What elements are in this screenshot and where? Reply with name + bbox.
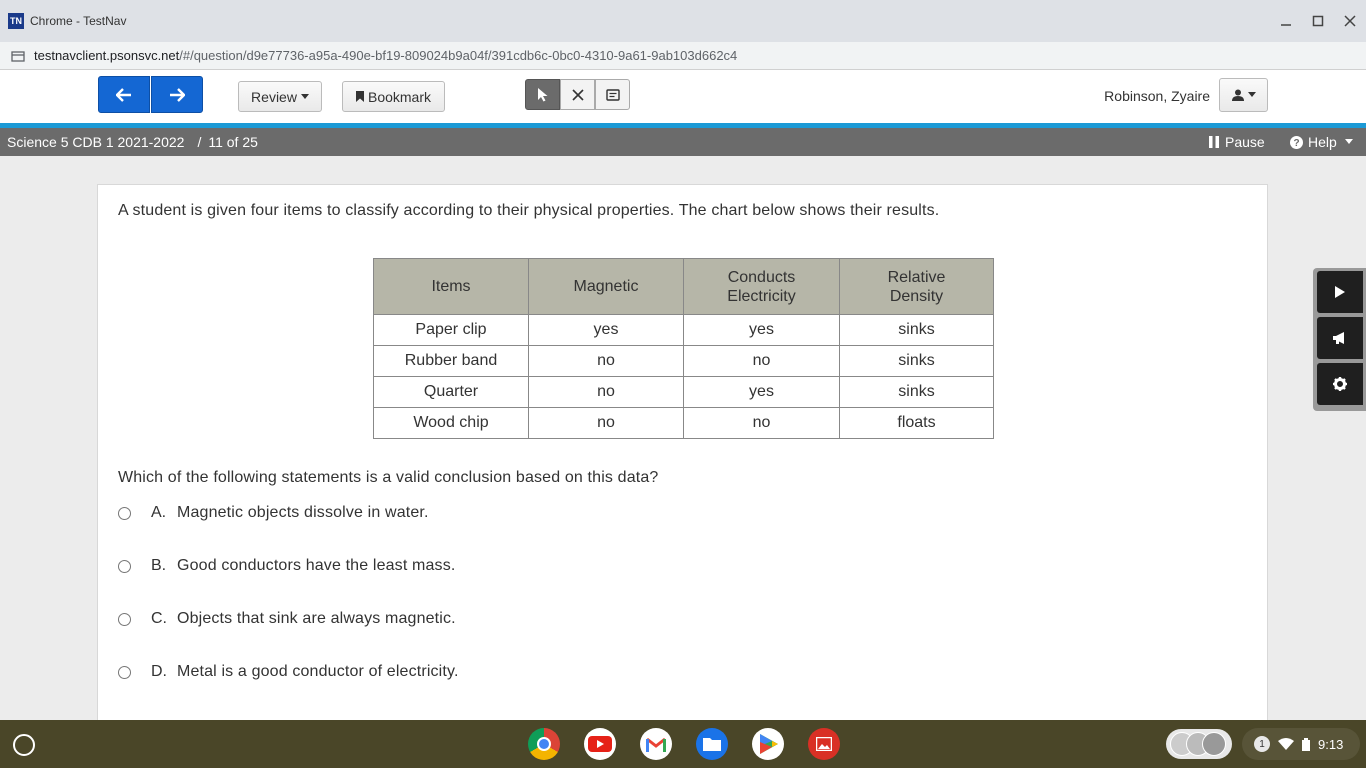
- holding-space-tray[interactable]: [1166, 729, 1232, 759]
- pause-button[interactable]: [1209, 134, 1265, 150]
- table-header: Items: [374, 259, 529, 315]
- table-header: Relative Density: [840, 259, 994, 315]
- option-text: Good conductors have the least mass.: [177, 557, 456, 574]
- pointer-tool-button[interactable]: [525, 79, 560, 110]
- progress-separator: /: [197, 134, 202, 150]
- chrome-icon[interactable]: [528, 728, 560, 760]
- window-titlebar: [0, 0, 1366, 42]
- eliminator-icon: [571, 88, 585, 102]
- notification-count[interactable]: 1: [1254, 736, 1270, 752]
- pointer-icon: [537, 87, 549, 102]
- chromeos-shelf: [0, 720, 1366, 768]
- table-cell: Wood chip: [374, 408, 529, 439]
- caret-down-icon: [301, 94, 309, 100]
- option-letter: C.: [151, 610, 167, 627]
- gear-icon: [1333, 377, 1347, 391]
- accessibility-side-panel: [1313, 268, 1366, 411]
- system-status-tray[interactable]: [1242, 728, 1360, 760]
- next-question-button[interactable]: [151, 76, 203, 113]
- test-name: Science 5 CDB 1 2021-2022: [7, 134, 185, 150]
- table-cell: Paper clip: [374, 315, 529, 346]
- url-path: /#/question/d9e77736-a95a-490e-bf19-809024b9a04f/391cdb6c-0bc0-4310-9a61-9ab103d662c4: [179, 48, 738, 63]
- minimize-icon[interactable]: [1270, 0, 1302, 42]
- answer-option-b[interactable]: [118, 554, 455, 578]
- test-info-bar: [0, 128, 1366, 156]
- maximize-icon[interactable]: [1302, 0, 1334, 42]
- arrow-left-icon: [116, 88, 132, 102]
- option-letter: D.: [151, 663, 167, 680]
- review-label: Review: [251, 88, 297, 105]
- properties-table: [373, 258, 994, 439]
- table-cell: no: [529, 408, 684, 439]
- notepad-button[interactable]: [595, 79, 630, 110]
- battery-icon: [1302, 738, 1310, 751]
- svg-text:?: ?: [1293, 137, 1300, 149]
- settings-button[interactable]: [1317, 363, 1363, 405]
- help-label: Help: [1308, 134, 1337, 150]
- table-cell: sinks: [840, 315, 994, 346]
- radio-button[interactable]: [118, 666, 131, 679]
- url-host: testnavclient.psonsvc.net: [34, 48, 180, 63]
- play-store-icon[interactable]: [752, 728, 784, 760]
- site-info-icon[interactable]: [11, 50, 25, 62]
- table-row: [374, 315, 994, 346]
- close-icon[interactable]: [1334, 0, 1366, 42]
- previous-question-button[interactable]: [98, 76, 150, 113]
- question-progress: 11 of 25: [208, 134, 258, 150]
- caret-down-icon: [1248, 92, 1256, 98]
- answer-option-a[interactable]: [118, 501, 429, 525]
- table-row: [374, 408, 994, 439]
- table-cell: no: [529, 377, 684, 408]
- announcement-button[interactable]: [1317, 317, 1363, 359]
- clock: 9:13: [1318, 736, 1344, 752]
- url-text[interactable]: [34, 48, 737, 63]
- radio-button[interactable]: [118, 507, 131, 520]
- help-button[interactable]: [1290, 134, 1353, 150]
- table-cell: yes: [684, 315, 840, 346]
- answer-option-d[interactable]: [118, 660, 459, 684]
- window-controls: [1270, 0, 1366, 42]
- user-name: Robinson, Zyaire: [1104, 88, 1210, 104]
- user-icon: [1232, 89, 1244, 101]
- question-stem: A student is given four items to classify according to their physical properties. The chart below shows their results.: [118, 202, 940, 219]
- pause-label: Pause: [1225, 134, 1265, 150]
- option-text: Magnetic objects dissolve in water.: [177, 504, 429, 521]
- caret-down-icon: [1345, 139, 1353, 145]
- testnav-logo-icon: TN: [8, 13, 24, 29]
- table-header: Magnetic: [529, 259, 684, 315]
- table-row: [374, 346, 994, 377]
- answer-eliminator-button[interactable]: [560, 79, 595, 110]
- window-title: Chrome - TestNav: [30, 14, 127, 28]
- megaphone-icon: [1332, 331, 1348, 345]
- bookmark-icon: [356, 91, 364, 102]
- bookmark-label: Bookmark: [367, 88, 432, 105]
- url-bar[interactable]: [0, 42, 1366, 70]
- gmail-icon[interactable]: [640, 728, 672, 760]
- option-letter: A.: [151, 504, 167, 521]
- question-prompt: Which of the following statements is a valid conclusion based on this data?: [118, 469, 659, 486]
- table-cell: sinks: [840, 346, 994, 377]
- table-cell: no: [684, 346, 840, 377]
- table-cell: no: [529, 346, 684, 377]
- pause-icon: [1209, 136, 1219, 148]
- arrow-right-icon: [169, 88, 185, 102]
- text-to-speech-button[interactable]: [1317, 271, 1363, 313]
- launcher-icon[interactable]: [13, 734, 35, 756]
- option-letter: B.: [151, 557, 167, 574]
- table-row: [374, 377, 994, 408]
- table-header: Conducts Electricity: [684, 259, 840, 315]
- table-cell: sinks: [840, 377, 994, 408]
- user-menu-button[interactable]: [1219, 78, 1268, 112]
- table-cell: yes: [529, 315, 684, 346]
- table-header-row: [374, 259, 994, 315]
- notepad-icon: [606, 89, 620, 101]
- youtube-icon[interactable]: [584, 728, 616, 760]
- radio-button[interactable]: [118, 613, 131, 626]
- answer-tools: [525, 79, 630, 110]
- wifi-icon: [1278, 738, 1294, 750]
- table-cell: Rubber band: [374, 346, 529, 377]
- bookmark-button[interactable]: [342, 81, 445, 112]
- play-icon: [1334, 285, 1346, 299]
- table-cell: floats: [840, 408, 994, 439]
- files-icon[interactable]: [696, 728, 728, 760]
- option-text: Metal is a good conductor of electricity.: [177, 663, 459, 680]
- help-icon: [1290, 136, 1303, 149]
- testnav-toolbar: [0, 70, 1366, 123]
- table-cell: yes: [684, 377, 840, 408]
- question-card: [97, 184, 1268, 720]
- gallery-icon[interactable]: [808, 728, 840, 760]
- answer-option-c[interactable]: [118, 607, 456, 631]
- option-text: Objects that sink are always magnetic.: [177, 610, 456, 627]
- table-cell: no: [684, 408, 840, 439]
- radio-button[interactable]: [118, 560, 131, 573]
- table-cell: Quarter: [374, 377, 529, 408]
- review-button[interactable]: [238, 81, 322, 112]
